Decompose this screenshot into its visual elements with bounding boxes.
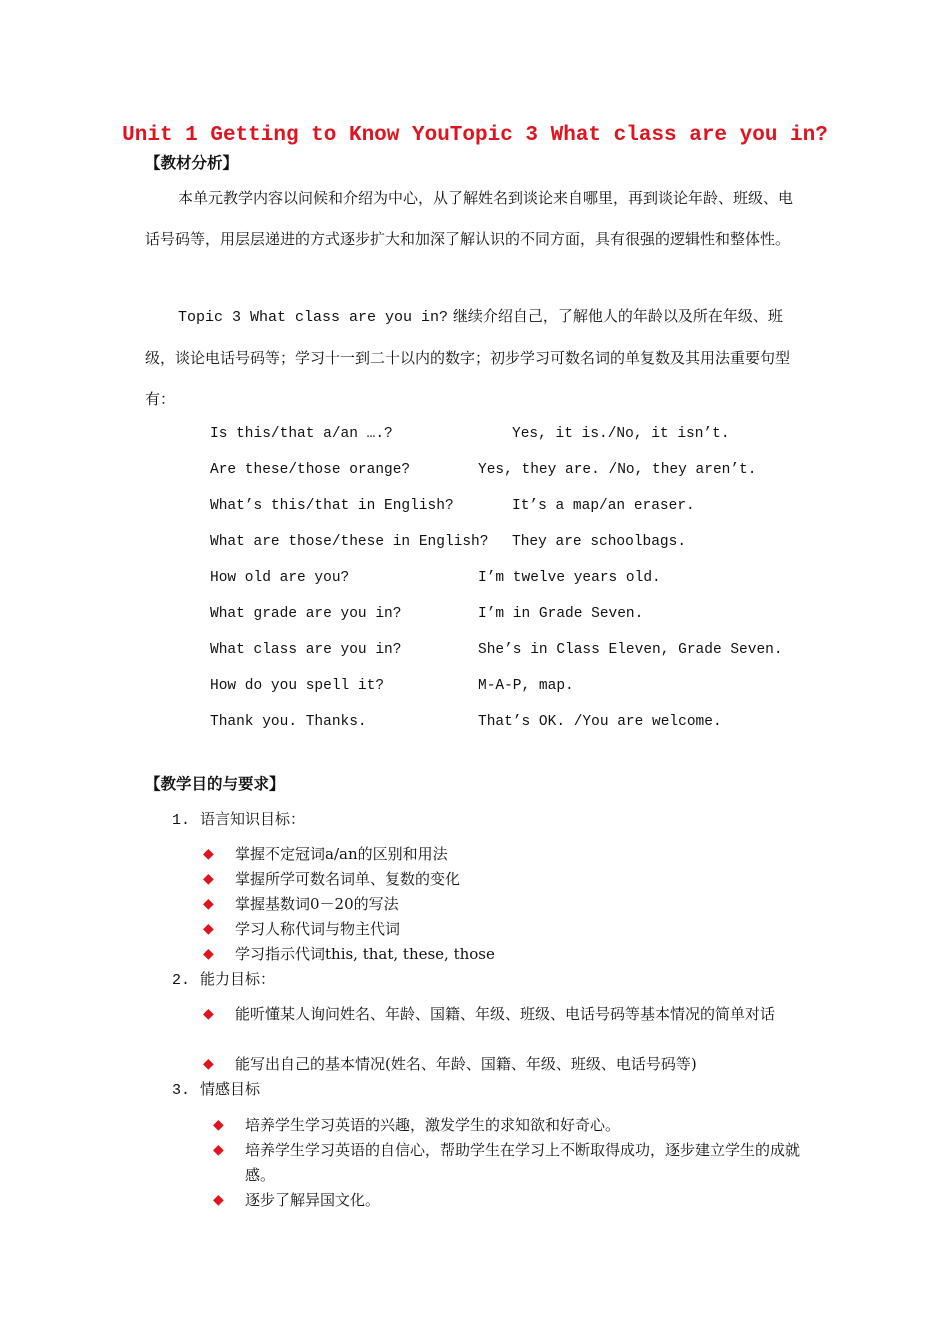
- document-title: Unit 1 Getting to Know YouTopic 3 What class are you in?: [122, 124, 828, 147]
- pattern-row: [210, 454, 810, 490]
- bullet-text: 学习指示代词this, that, these, those: [235, 945, 495, 963]
- goal-label: 情感目标: [200, 1080, 261, 1098]
- diamond-bullet-icon: ◆: [203, 846, 214, 862]
- pattern-row: [210, 670, 810, 706]
- pattern-answer: It’s a map/an eraser.: [512, 498, 695, 514]
- pattern-question: Thank you. Thanks.: [210, 714, 367, 730]
- diamond-bullet-icon: ◆: [203, 871, 214, 887]
- bullet-item: [213, 1113, 807, 1138]
- pattern-answer: M-A-P, map.: [478, 678, 574, 694]
- bullet-text: 掌握所学可数名词单、复数的变化: [235, 870, 461, 888]
- goal-number: 1.: [172, 812, 191, 829]
- pattern-question: How old are you?: [210, 570, 350, 586]
- bullet-item: [203, 867, 803, 892]
- pattern-question: What’s this/that in English?: [210, 498, 454, 514]
- goal-heading-emotion: [172, 1078, 260, 1099]
- bullet-item: [203, 917, 803, 942]
- goal-label: 能力目标：: [200, 970, 276, 988]
- pattern-question: How do you spell it?: [210, 678, 385, 694]
- bullet-item: [213, 1138, 807, 1188]
- pattern-row: [210, 418, 810, 454]
- pattern-answer: She’s in Class Eleven, Grade Seven.: [478, 642, 783, 658]
- bullet-text: 学习人称代词与物主代词: [235, 920, 401, 938]
- analysis-text: 本单元教学内容以问候和介绍为中心，从了解姓名到谈论来自哪里，再到谈论年龄、班级、电话号码等，用层层递进的方式逐步扩大和加深了解认识的不同方面，具有很强的逻辑性和整体性。: [145, 189, 794, 248]
- bullet-text: 掌握不定冠词a/an的区别和用法: [235, 845, 448, 863]
- pattern-answer: Yes, it is./No, it isn’t.: [512, 426, 730, 442]
- bullet-item: [203, 1002, 807, 1052]
- goal-label: 语言知识目标：: [200, 810, 306, 828]
- diamond-bullet-icon: ◆: [203, 921, 214, 937]
- pattern-answer: I’m twelve years old.: [478, 570, 661, 586]
- pattern-question: What are those/these in English?: [210, 534, 489, 550]
- goal-number: 3.: [172, 1082, 191, 1099]
- topic-paragraph: [145, 296, 807, 420]
- pattern-row: [210, 562, 810, 598]
- pattern-answer: That’s OK. /You are welcome.: [478, 714, 722, 730]
- goal-heading-knowledge: [172, 808, 305, 829]
- pattern-row: [210, 526, 810, 562]
- topic-title-inline: Topic 3 What class are you in?: [178, 309, 449, 326]
- bullet-item: [203, 842, 803, 867]
- pattern-row: [210, 598, 810, 634]
- topic-text: [145, 296, 807, 420]
- sentence-pattern-list: [210, 418, 810, 742]
- pattern-row: [210, 706, 810, 742]
- diamond-bullet-icon: ◆: [203, 1056, 214, 1072]
- section-heading-goals: 【教学目的与要求】: [145, 775, 285, 793]
- bullet-item: [203, 892, 803, 917]
- pattern-question: What grade are you in?: [210, 606, 402, 622]
- diamond-bullet-icon: ◆: [213, 1142, 224, 1158]
- bullet-text: 培养学生学习英语的自信心，帮助学生在学习上不断取得成功，逐步建立学生的成就感。: [245, 1141, 801, 1184]
- diamond-bullet-icon: ◆: [203, 896, 214, 912]
- pattern-answer: They are schoolbags.: [512, 534, 687, 550]
- pattern-answer: I’m in Grade Seven.: [478, 606, 644, 622]
- pattern-row: [210, 490, 810, 526]
- diamond-bullet-icon: ◆: [203, 1006, 214, 1022]
- bullet-item: [213, 1188, 807, 1213]
- diamond-bullet-icon: ◆: [213, 1117, 224, 1133]
- pattern-row: [210, 634, 810, 670]
- pattern-question: Is this/that a/an ….?: [210, 426, 393, 442]
- diamond-bullet-icon: ◆: [213, 1192, 224, 1208]
- bullet-text: 能写出自己的基本情况(姓名、年龄、国籍、年级、班级、电话号码等): [235, 1055, 697, 1073]
- bullet-item: [203, 942, 803, 967]
- bullet-item: [203, 1052, 807, 1077]
- bullet-text: 培养学生学习英语的兴趣，激发学生的求知欲和好奇心。: [245, 1116, 621, 1134]
- goal-number: 2.: [172, 972, 191, 989]
- pattern-answer: Yes, they are. /No, they aren’t.: [478, 462, 757, 478]
- bullet-text: 能听懂某人询问姓名、年龄、国籍、年级、班级、电话号码等基本情况的简单对话: [235, 1005, 776, 1023]
- goal-heading-ability: [172, 968, 275, 989]
- diamond-bullet-icon: ◆: [203, 946, 214, 962]
- bullet-text: 逐步了解异国文化。: [245, 1191, 381, 1209]
- topic-description: 继续介绍自己，了解他人的年龄以及所在年级、班级，谈论电话号码等；学习十一到二十以内的数字；初步学习可数名词的单复数及其用法重要句型有：: [145, 307, 791, 408]
- pattern-question: What class are you in?: [210, 642, 402, 658]
- section-heading-analysis: 【教材分析】: [145, 154, 239, 172]
- bullet-text: 掌握基数词0－20的写法: [235, 895, 399, 913]
- pattern-question: Are these/those orange?: [210, 462, 411, 478]
- analysis-paragraph: [145, 178, 807, 260]
